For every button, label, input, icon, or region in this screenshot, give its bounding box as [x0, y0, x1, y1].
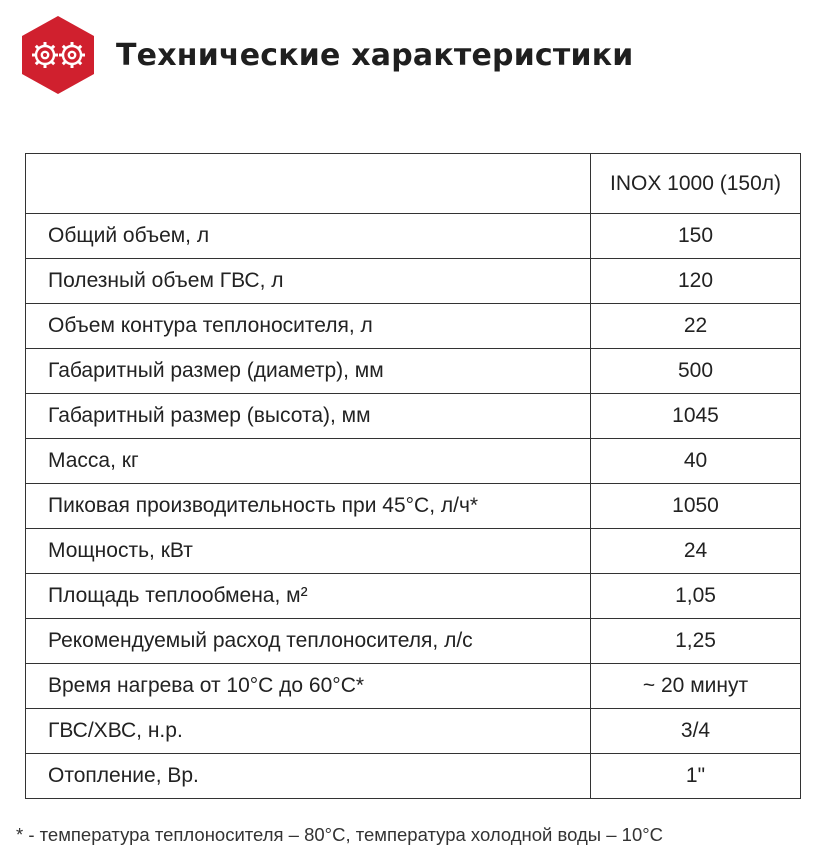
value-cell: 1,05	[591, 574, 801, 619]
value-cell: 3/4	[591, 709, 801, 754]
table-row	[26, 619, 801, 664]
table-row	[26, 259, 801, 304]
table-row	[26, 754, 801, 799]
page-title: Технические характеристики	[116, 37, 634, 73]
value-cell: 24	[591, 529, 801, 574]
value-cell: ~ 20 минут	[591, 664, 801, 709]
param-cell: ГВС/ХВС, н.р.	[26, 709, 591, 754]
param-cell: Рекомендуемый расход теплоносителя, л/с	[26, 619, 591, 664]
table-row	[26, 439, 801, 484]
param-cell: Время нагрева от 10°С до 60°С*	[26, 664, 591, 709]
value-cell: 22	[591, 304, 801, 349]
value-cell: 40	[591, 439, 801, 484]
footnote: * - температура теплоносителя – 80°С, температура холодной воды – 10°С	[16, 824, 663, 845]
param-cell: Масса, кг	[26, 439, 591, 484]
param-cell: Отопление, Вр.	[26, 754, 591, 799]
specs-table	[25, 153, 801, 799]
table-row	[26, 304, 801, 349]
value-cell: 150	[591, 214, 801, 259]
value-cell: 500	[591, 349, 801, 394]
header-empty-cell	[26, 154, 591, 214]
value-cell: 1050	[591, 484, 801, 529]
param-cell: Полезный объем ГВС, л	[26, 259, 591, 304]
table-row	[26, 574, 801, 619]
table-row	[26, 529, 801, 574]
table-row	[26, 394, 801, 439]
param-cell: Общий объем, л	[26, 214, 591, 259]
param-cell: Объем контура теплоносителя, л	[26, 304, 591, 349]
param-cell: Габаритный размер (высота), мм	[26, 394, 591, 439]
model-header-cell: INOX 1000 (150л)	[591, 154, 801, 214]
param-cell: Габаритный размер (диаметр), мм	[26, 349, 591, 394]
param-cell: Площадь теплообмена, м²	[26, 574, 591, 619]
table-row	[26, 484, 801, 529]
value-cell: 1"	[591, 754, 801, 799]
param-cell: Пиковая производительность при 45°С, л/ч*	[26, 484, 591, 529]
page-header	[18, 14, 634, 96]
table-row	[26, 709, 801, 754]
value-cell: 1045	[591, 394, 801, 439]
table-row	[26, 664, 801, 709]
table-header-row	[26, 154, 801, 214]
gears-hexagon-icon	[18, 14, 98, 96]
value-cell: 120	[591, 259, 801, 304]
table-row	[26, 214, 801, 259]
param-cell: Мощность, кВт	[26, 529, 591, 574]
table-row	[26, 349, 801, 394]
value-cell: 1,25	[591, 619, 801, 664]
